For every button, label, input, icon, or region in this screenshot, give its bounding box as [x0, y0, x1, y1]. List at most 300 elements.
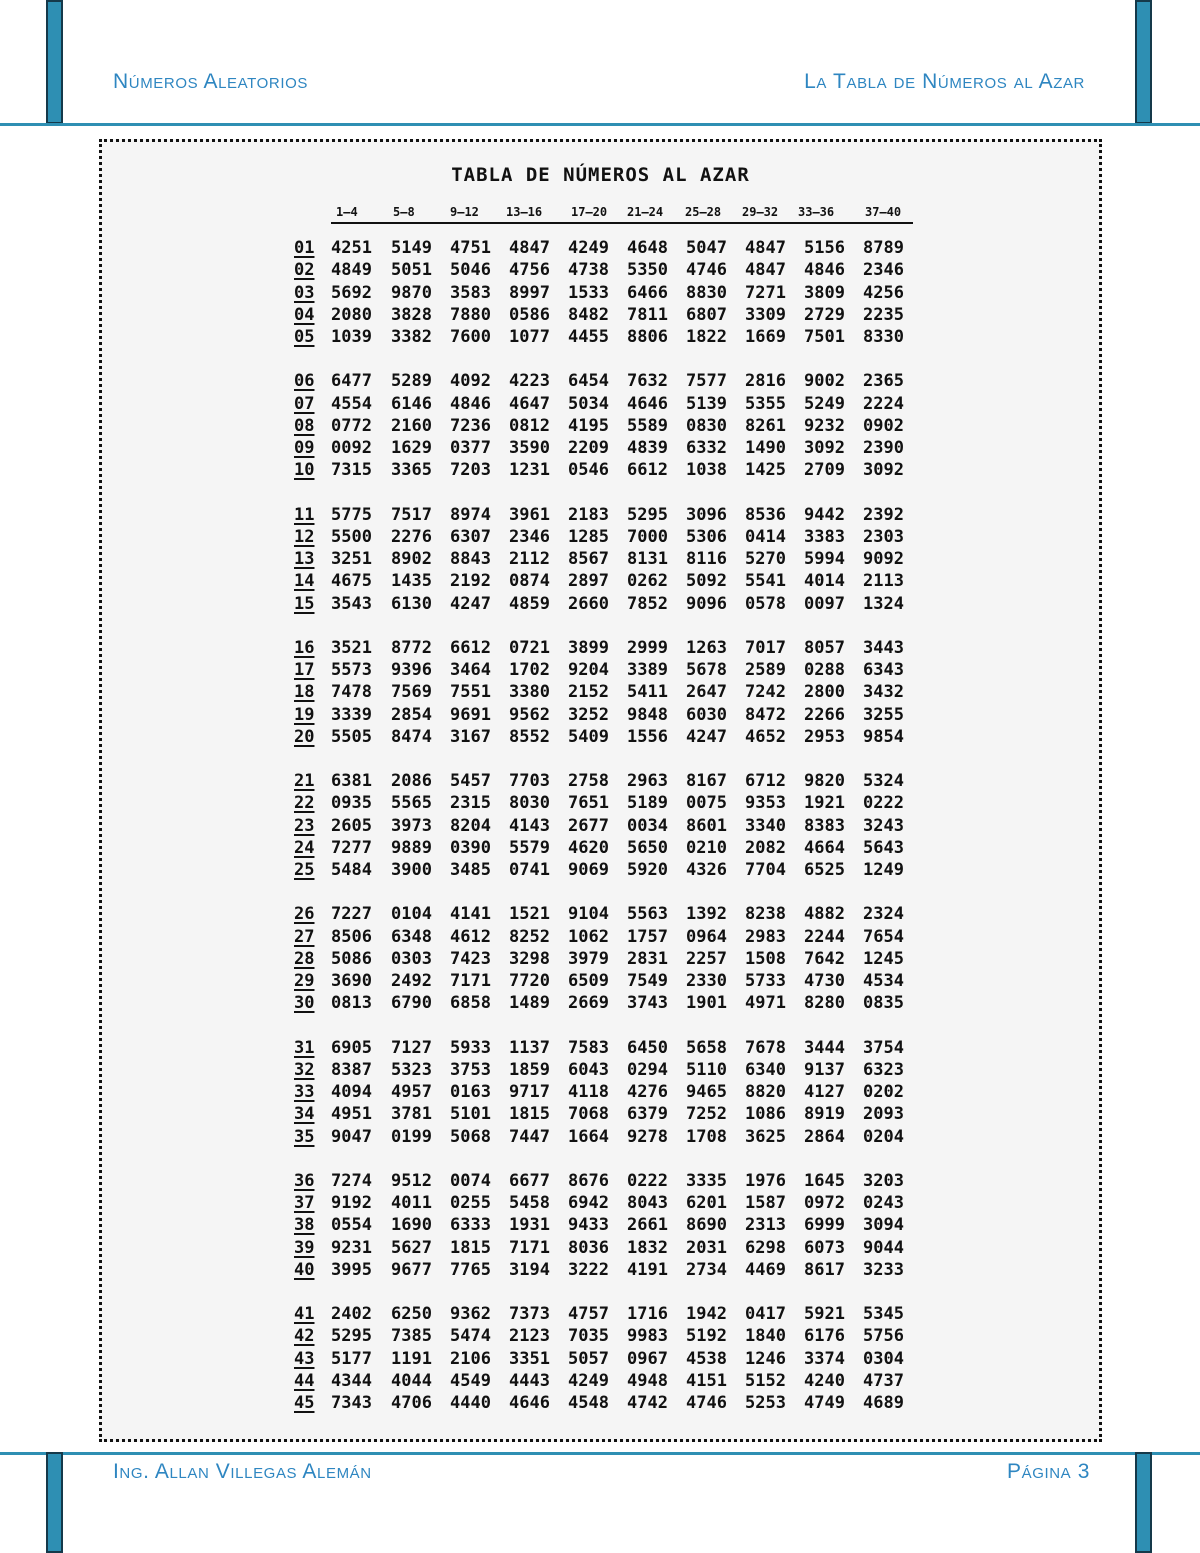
table-cell: 1587: [745, 1193, 786, 1213]
table-cell: 3583: [450, 282, 491, 303]
table-cell: 3383: [804, 526, 845, 547]
table-cell: 1489: [509, 993, 550, 1014]
table-cell: 4620: [568, 837, 609, 858]
table-cell: 3625: [745, 1126, 786, 1147]
table-cell: 6250: [391, 1304, 432, 1324]
table-cell: 8261: [745, 415, 786, 436]
row-number: 14: [294, 571, 315, 592]
footer-page-number: Página 3: [1007, 1460, 1090, 1483]
table-cell: 7171: [509, 1237, 550, 1258]
table-cell: 0075: [686, 793, 727, 814]
table-cell: 1077: [509, 327, 550, 347]
table-cell: 5458: [509, 1193, 550, 1213]
table-cell: 4249: [568, 1370, 609, 1391]
table-cell: 5068: [450, 1126, 491, 1147]
table-cell: 9047: [331, 1126, 372, 1147]
column-header: 25—28: [685, 205, 722, 219]
table-cell: 8830: [686, 282, 727, 303]
table-cell: 8030: [509, 793, 550, 814]
table-cell: 1815: [450, 1237, 491, 1258]
table-cell: 4737: [863, 1370, 904, 1391]
table-cell: 9044: [863, 1237, 904, 1258]
table-cell: 5541: [745, 571, 786, 592]
table-cell: 7549: [627, 971, 668, 991]
table-cell: 6454: [568, 371, 609, 392]
table-cell: 2402: [331, 1304, 372, 1324]
table-cell: 7068: [568, 1104, 609, 1125]
table-cell: 0074: [450, 1170, 491, 1191]
table-cell: 2605: [331, 815, 372, 836]
table-cell: 8057: [804, 637, 845, 658]
table-cell: 3828: [391, 304, 432, 325]
table-cell: 4118: [568, 1082, 609, 1102]
table-cell: 0967: [627, 1348, 668, 1369]
table-cell: 3521: [331, 637, 372, 658]
table-cell: 4469: [745, 1259, 786, 1280]
header-rule: [0, 123, 1200, 126]
table-cell: 6509: [568, 971, 609, 991]
table-cell: 8252: [509, 926, 550, 947]
table-cell: 3243: [863, 815, 904, 836]
table-cell: 8772: [391, 637, 432, 658]
table-cell: 5500: [331, 526, 372, 547]
table-cell: 5994: [804, 549, 845, 569]
row-number: 34: [294, 1104, 315, 1125]
table-cell: 4440: [450, 1393, 491, 1413]
column-header: 17–20: [571, 205, 608, 219]
table-cell: 4249: [568, 238, 609, 258]
table-cell: 3754: [863, 1037, 904, 1058]
table-cell: 7171: [450, 971, 491, 991]
table-cell: 5345: [863, 1304, 904, 1324]
row-number: 11: [294, 504, 315, 525]
table-cell: 8474: [391, 726, 432, 747]
table-cell: 5092: [686, 571, 727, 592]
table-cell: 4847: [509, 238, 550, 258]
table-cell: 3809: [804, 282, 845, 303]
table-cell: 6307: [450, 526, 491, 547]
column-headers: [331, 205, 913, 224]
table-cell: 0222: [627, 1170, 668, 1191]
row-number: 43: [294, 1348, 315, 1369]
table-cell: 5457: [450, 771, 491, 791]
table-cell: 6858: [450, 993, 491, 1014]
table-cell: 7600: [450, 327, 491, 347]
table-cell: 0243: [863, 1193, 904, 1213]
table-cell: 0255: [450, 1193, 491, 1213]
table-cell: 9848: [627, 704, 668, 725]
table-cell: 6712: [745, 771, 786, 791]
table-cell: 2113: [863, 571, 904, 592]
table-cell: 1508: [745, 948, 786, 969]
table-cell: 9362: [450, 1304, 491, 1324]
table-cell: 7651: [568, 793, 609, 814]
table-cell: 5756: [863, 1326, 904, 1347]
table-cell: 1708: [686, 1126, 727, 1147]
table-cell: 1324: [863, 593, 904, 614]
table-cell: 4223: [509, 371, 550, 392]
table-cell: 8383: [804, 815, 845, 836]
table-cell: 4742: [627, 1393, 668, 1413]
table-cell: 9717: [509, 1082, 550, 1102]
table-cell: 4647: [509, 393, 550, 414]
table-cell: 0097: [804, 593, 845, 614]
table-cell: 8997: [509, 282, 550, 303]
header-right-title: La Tabla de Números al Azar: [804, 70, 1085, 93]
table-cell: 2589: [745, 660, 786, 680]
table-cell: 2112: [509, 549, 550, 569]
table-cell: 8567: [568, 549, 609, 569]
table-cell: 7385: [391, 1326, 432, 1347]
row-number: 27: [294, 926, 315, 947]
table-cell: 1702: [509, 660, 550, 680]
table-cell: 8472: [745, 704, 786, 725]
table-cell: 6379: [627, 1104, 668, 1125]
table-cell: 6030: [686, 704, 727, 725]
table-cell: 4534: [863, 971, 904, 991]
table-cell: 2390: [863, 438, 904, 458]
table-cell: 2346: [509, 526, 550, 547]
table-cell: 6807: [686, 304, 727, 325]
table-cell: 7315: [331, 460, 372, 481]
table-cell: 1716: [627, 1304, 668, 1324]
table-cell: 0202: [863, 1082, 904, 1102]
table-cell: 5034: [568, 393, 609, 414]
table-cell: 2276: [391, 526, 432, 547]
table-cell: 5579: [509, 837, 550, 858]
table-cell: 1062: [568, 926, 609, 947]
table-cell: 2660: [568, 593, 609, 614]
table-cell: 4738: [568, 260, 609, 281]
table-cell: 2192: [450, 571, 491, 592]
table-cell: 2729: [804, 304, 845, 325]
table-cell: 8506: [331, 926, 372, 947]
table-cell: 1976: [745, 1170, 786, 1191]
table-cell: 1645: [804, 1170, 845, 1191]
table-cell: 0222: [863, 793, 904, 814]
table-cell: 5289: [391, 371, 432, 392]
table-cell: 9442: [804, 504, 845, 525]
table-cell: 0874: [509, 571, 550, 592]
table-cell: 3464: [450, 660, 491, 680]
table-cell: 9433: [568, 1215, 609, 1236]
table-cell: 4706: [391, 1393, 432, 1413]
table-cell: 3094: [863, 1215, 904, 1236]
table-cell: 3690: [331, 971, 372, 991]
row-number: 25: [294, 860, 315, 880]
table-cell: 7852: [627, 593, 668, 614]
row-number: 29: [294, 971, 315, 991]
table-cell: 8974: [450, 504, 491, 525]
table-cell: 0390: [450, 837, 491, 858]
table-cell: 4094: [331, 1082, 372, 1102]
table-cell: 2080: [331, 304, 372, 325]
table-cell: 8043: [627, 1193, 668, 1213]
table-cell: 7447: [509, 1126, 550, 1147]
table-cell: 8820: [745, 1082, 786, 1102]
table-cell: 1490: [745, 438, 786, 458]
table-cell: 0964: [686, 926, 727, 947]
row-number: 45: [294, 1393, 315, 1413]
table-cell: 8676: [568, 1170, 609, 1191]
table-cell: 4251: [331, 238, 372, 258]
row-number: 06: [294, 371, 315, 392]
table-cell: 1556: [627, 726, 668, 747]
table-cell: 0721: [509, 637, 550, 658]
table-cell: 5474: [450, 1326, 491, 1347]
table-cell: 1038: [686, 460, 727, 481]
table-cell: 3973: [391, 815, 432, 836]
table-cell: 7277: [331, 837, 372, 858]
table-cell: 5047: [686, 238, 727, 258]
row-number: 07: [294, 393, 315, 414]
table-cell: 3096: [686, 504, 727, 525]
row-number: 26: [294, 904, 315, 925]
table-cell: 3233: [863, 1259, 904, 1280]
table-cell: 3995: [331, 1259, 372, 1280]
table-cell: 8789: [863, 238, 904, 258]
table-cell: 3340: [745, 815, 786, 836]
table-cell: 2235: [863, 304, 904, 325]
table-cell: 2669: [568, 993, 609, 1014]
table-cell: 1249: [863, 860, 904, 880]
table-cell: 0104: [391, 904, 432, 925]
table-cell: 9820: [804, 771, 845, 791]
table-cell: 3255: [863, 704, 904, 725]
table-cell: 9092: [863, 549, 904, 569]
table-cell: 7642: [804, 948, 845, 969]
table-cell: 7242: [745, 682, 786, 703]
table-cell: 4344: [331, 1370, 372, 1391]
row-number: 22: [294, 793, 315, 814]
table-cell: 4044: [391, 1370, 432, 1391]
column-header: 33–36: [798, 205, 835, 219]
row-number: 09: [294, 438, 315, 458]
table-cell: 2209: [568, 438, 609, 458]
table-cell: 5270: [745, 549, 786, 569]
table-cell: 8280: [804, 993, 845, 1014]
table-cell: 0092: [331, 438, 372, 458]
table-cell: 6466: [627, 282, 668, 303]
table-cell: 5505: [331, 726, 372, 747]
table-cell: 9096: [686, 593, 727, 614]
table-cell: 7423: [450, 948, 491, 969]
table-cell: 5933: [450, 1037, 491, 1058]
row-number: 21: [294, 771, 315, 791]
table-cell: 3485: [450, 860, 491, 880]
table-cell: 3590: [509, 438, 550, 458]
table-cell: 9231: [331, 1237, 372, 1258]
table-cell: 6612: [450, 637, 491, 658]
table-cell: 2315: [450, 793, 491, 814]
bottom-left-bar: [46, 1452, 63, 1553]
table-cell: 6343: [863, 660, 904, 680]
table-cell: 7632: [627, 371, 668, 392]
table-cell: 0377: [450, 438, 491, 458]
table-cell: 7678: [745, 1037, 786, 1058]
table-cell: 3743: [627, 993, 668, 1014]
table-cell: 2983: [745, 926, 786, 947]
table-cell: 7274: [331, 1170, 372, 1191]
row-number: 24: [294, 837, 315, 858]
row-number: 20: [294, 726, 315, 747]
table-cell: 5409: [568, 726, 609, 747]
table-cell: 8843: [450, 549, 491, 569]
header-left-title: Números Aleatorios: [113, 70, 308, 93]
table-cell: 7343: [331, 1393, 372, 1413]
table-cell: 8036: [568, 1237, 609, 1258]
table-cell: 1521: [509, 904, 550, 925]
table-cell: 1435: [391, 571, 432, 592]
random-number-table: [99, 139, 1102, 1442]
table-cell: 9870: [391, 282, 432, 303]
row-number: 03: [294, 282, 315, 303]
table-cell: 5650: [627, 837, 668, 858]
table-cell: 2244: [804, 926, 845, 947]
table-cell: 7811: [627, 304, 668, 325]
table-cell: 5051: [391, 260, 432, 281]
table-cell: 1533: [568, 282, 609, 303]
column-header: 5–8: [393, 205, 415, 219]
table-cell: 5627: [391, 1237, 432, 1258]
table-cell: 3382: [391, 327, 432, 347]
table-cell: 3335: [686, 1170, 727, 1191]
footer-rule: [0, 1452, 1200, 1455]
column-header: 1–4: [336, 205, 358, 219]
table-cell: 4554: [331, 393, 372, 414]
table-cell: 9983: [627, 1326, 668, 1347]
table-cell: 3092: [863, 460, 904, 481]
table-cell: 9396: [391, 660, 432, 680]
table-cell: 2082: [745, 837, 786, 858]
table-cell: 3167: [450, 726, 491, 747]
table-cell: 0288: [804, 660, 845, 680]
row-number: 41: [294, 1304, 315, 1324]
table-cell: 4256: [863, 282, 904, 303]
row-number: 33: [294, 1082, 315, 1102]
table-cell: 6942: [568, 1193, 609, 1213]
table-cell: 5565: [391, 793, 432, 814]
table-cell: 6201: [686, 1193, 727, 1213]
table-cell: 7569: [391, 682, 432, 703]
table-cell: 0835: [863, 993, 904, 1014]
table-cell: 6790: [391, 993, 432, 1014]
table-cell: 7271: [745, 282, 786, 303]
table-cell: 9465: [686, 1082, 727, 1102]
table-cell: 1815: [509, 1104, 550, 1125]
row-number: 12: [294, 526, 315, 547]
table-cell: 4757: [568, 1304, 609, 1324]
row-number: 42: [294, 1326, 315, 1347]
table-cell: 2963: [627, 771, 668, 791]
column-header: 37–40: [865, 205, 902, 219]
table-cell: 0414: [745, 526, 786, 547]
table-cell: 4612: [450, 926, 491, 947]
table-cell: 4195: [568, 415, 609, 436]
table-cell: 2816: [745, 371, 786, 392]
table-cell: 2031: [686, 1237, 727, 1258]
table-cell: 2152: [568, 682, 609, 703]
table-cell: 9854: [863, 726, 904, 747]
table-cell: 9677: [391, 1259, 432, 1280]
table-cell: 4276: [627, 1082, 668, 1102]
table-cell: 4951: [331, 1104, 372, 1125]
row-number: 17: [294, 660, 315, 680]
table-cell: 6073: [804, 1237, 845, 1258]
table-cell: 9069: [568, 860, 609, 880]
table-cell: 5411: [627, 682, 668, 703]
row-number: 44: [294, 1370, 315, 1391]
table-cell: 5775: [331, 504, 372, 525]
table-cell: 2953: [804, 726, 845, 747]
table-cell: 6381: [331, 771, 372, 791]
table-cell: 4011: [391, 1193, 432, 1213]
row-number: 40: [294, 1259, 315, 1280]
table-cell: 8131: [627, 549, 668, 569]
table-cell: 9278: [627, 1126, 668, 1147]
table-cell: 4014: [804, 571, 845, 592]
table-cell: 2346: [863, 260, 904, 281]
table-cell: 0294: [627, 1059, 668, 1080]
table-cell: 2313: [745, 1215, 786, 1236]
table-cell: 5139: [686, 393, 727, 414]
table-cell: 1669: [745, 327, 786, 347]
table-cell: 0772: [331, 415, 372, 436]
table-cell: 1285: [568, 526, 609, 547]
table-cell: 4730: [804, 971, 845, 991]
footer-author: Ing. Allan Villegas Alemán: [113, 1460, 372, 1483]
table-cell: 3432: [863, 682, 904, 703]
top-left-bar: [46, 0, 63, 124]
table-cell: 3365: [391, 460, 432, 481]
table-cell: 0741: [509, 860, 550, 880]
row-number: 05: [294, 327, 315, 347]
table-cell: 7203: [450, 460, 491, 481]
table-cell: 5324: [863, 771, 904, 791]
table-cell: 5086: [331, 948, 372, 969]
table-cell: 2330: [686, 971, 727, 991]
table-cell: 8806: [627, 327, 668, 347]
table-cell: 4846: [450, 393, 491, 414]
table-cell: 8387: [331, 1059, 372, 1080]
table-cell: 6612: [627, 460, 668, 481]
table-cell: 9137: [804, 1059, 845, 1080]
row-number: 01: [294, 238, 315, 258]
table-cell: 6348: [391, 926, 432, 947]
table-cell: 1231: [509, 460, 550, 481]
row-number: 02: [294, 260, 315, 281]
table-cell: 3781: [391, 1104, 432, 1125]
table-cell: 5692: [331, 282, 372, 303]
table-cell: 3543: [331, 593, 372, 614]
bottom-right-bar: [1135, 1452, 1152, 1553]
table-cell: 2758: [568, 771, 609, 791]
table-cell: 9192: [331, 1193, 372, 1213]
table-cell: 0210: [686, 837, 727, 858]
table-cell: 0586: [509, 304, 550, 325]
table-cell: 6677: [509, 1170, 550, 1191]
table-cell: 5101: [450, 1104, 491, 1125]
table-cell: 1425: [745, 460, 786, 481]
table-cell: 7703: [509, 771, 550, 791]
table-cell: 4240: [804, 1370, 845, 1391]
table-cell: 4455: [568, 327, 609, 347]
table-cell: 5484: [331, 860, 372, 880]
table-cell: 2093: [863, 1104, 904, 1125]
table-cell: 0163: [450, 1082, 491, 1102]
table-cell: 5295: [331, 1326, 372, 1347]
table-cell: 0262: [627, 571, 668, 592]
